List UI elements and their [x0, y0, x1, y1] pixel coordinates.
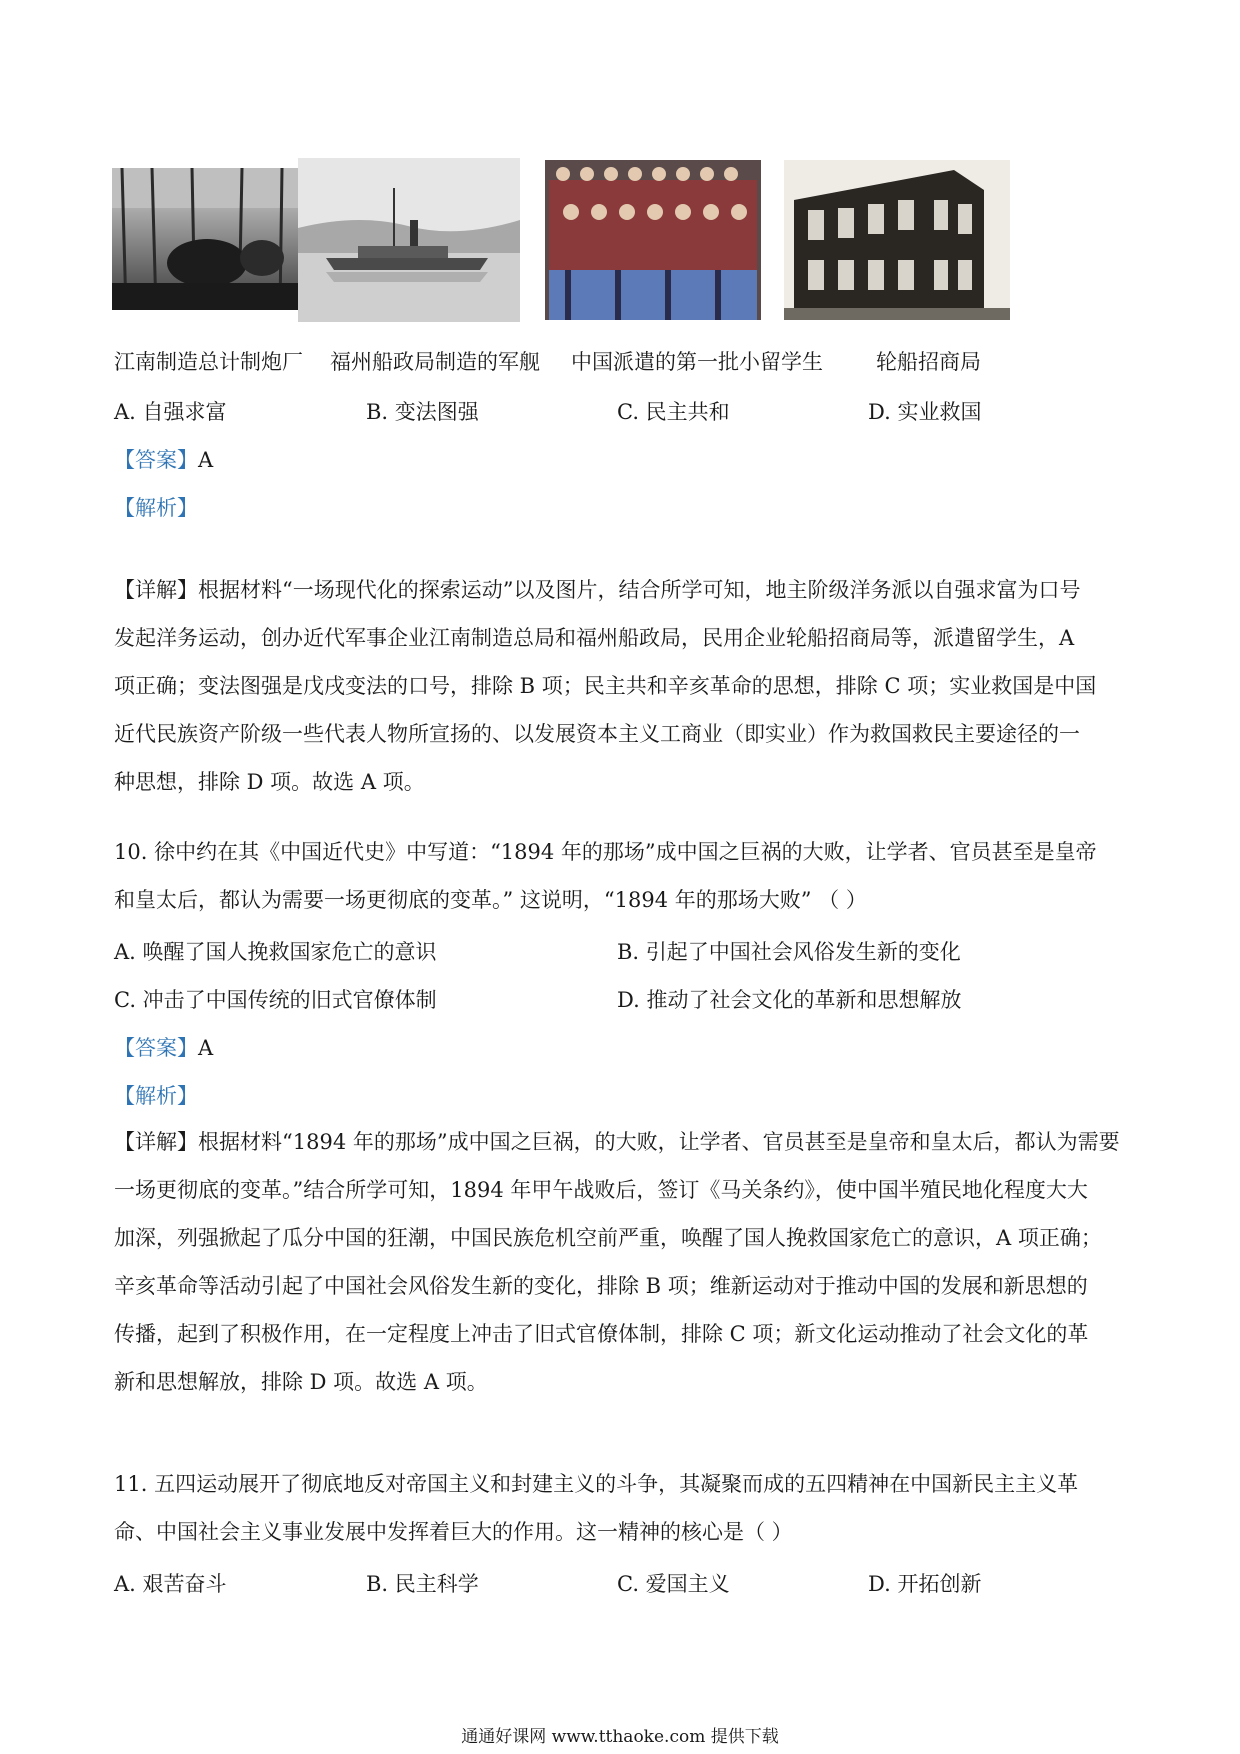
q11-option-a: A. 艰苦奋斗 [114, 1572, 227, 1596]
q9-option-d: D. 实业救国 [868, 400, 982, 424]
detail-line: 新和思想解放，排除 D 项。故选 A 项。 [114, 1370, 488, 1394]
q11-option-c: C. 爱国主义 [617, 1572, 730, 1596]
figure-caption: 中国派遣的第一批小留学生 [571, 350, 823, 374]
q9-analysis-tag: 【解析】 [114, 496, 198, 520]
detail-tag: 【详解】 [114, 578, 198, 602]
detail-line: 项正确；变法图强是戊戌变法的口号，排除 B 项；民主共和辛亥革命的思想，排除 C 项；实业救国是中国 [114, 674, 1097, 698]
detail-line: 发起洋务运动，创办近代军事企业江南制造总局和福州船政局，民用企业轮船招商局等，派遣留学生，A [114, 626, 1075, 650]
q9-detail [114, 566, 1126, 806]
warship-photo [298, 158, 520, 322]
q10-stem [114, 828, 1126, 924]
q10-option-c: C. 冲击了中国传统的旧式官僚体制 [114, 988, 437, 1012]
q9-option-a: A. 自强求富 [114, 400, 227, 424]
detail-line: 近代民族资产阶级一些代表人物所宣扬的、以发展资本主义工商业（即实业）作为救国救民主要途径的一 [114, 722, 1080, 746]
q10-option-b: B. 引起了中国社会风俗发生新的变化 [617, 940, 961, 964]
q11-stem [114, 1460, 1126, 1556]
stem-line: 11. 五四运动展开了彻底地反对帝国主义和封建主义的斗争，其凝聚而成的五四精神在中国新民主主义革 [114, 1472, 1079, 1496]
answer-value: A [198, 448, 214, 472]
detail-line: 传播，起到了积极作用，在一定程度上冲击了旧式官僚体制，排除 C 项；新文化运动推动了社会文化的革 [114, 1322, 1089, 1346]
detail-line: 加深，列强掀起了瓜分中国的狂潮，中国民族危机空前严重，唤醒了国人挽救国家危亡的意识，A 项正确； [114, 1226, 1102, 1250]
factory-cannon-photo [112, 168, 298, 310]
figure-caption: 轮船招商局 [876, 350, 981, 374]
detail-line: 一场更彻底的变革。”结合所学可知，1894 年甲午战败后，签订《马关条约》，使中国半殖民地化程度大大 [114, 1178, 1088, 1202]
detail-line: 种思想，排除 D 项。故选 A 项。 [114, 770, 425, 794]
q11-option-b: B. 民主科学 [366, 1572, 479, 1596]
q10-answer [114, 1032, 213, 1062]
answer-value: A [198, 1036, 214, 1060]
stem-line: 命、中国社会主义事业发展中发挥着巨大的作用。这一精神的核心是（ ） [114, 1520, 793, 1544]
q11-option-d: D. 开拓创新 [868, 1572, 982, 1596]
q10-option-d: D. 推动了社会文化的革新和思想解放 [617, 988, 962, 1012]
q9-answer [114, 444, 213, 474]
detail-line: 辛亥革命等活动引起了中国社会风俗发生新的变化，排除 B 项；维新运动对于推动中国的发展和新思想的 [114, 1274, 1088, 1298]
answer-tag: 【答案】 [114, 448, 198, 472]
answer-tag: 【答案】 [114, 1036, 198, 1060]
q10-analysis-tag: 【解析】 [114, 1084, 198, 1108]
q9-option-c: C. 民主共和 [617, 400, 730, 424]
detail-tag: 【详解】 [114, 1130, 198, 1154]
detail-line: 根据材料“一场现代化的探索运动”以及图片，结合所学可知，地主阶级洋务派以自强求富为口号 [198, 578, 1081, 602]
detail-line: 根据材料“1894 年的那场”成中国之巨祸，的大败，让学者、官员甚至是皇帝和皇太后，都认为需要 [198, 1130, 1120, 1154]
students-photo [545, 160, 761, 320]
q10-option-a: A. 唤醒了国人挽救国家危亡的意识 [114, 940, 437, 964]
stem-line: 和皇太后，都认为需要一场更彻底的变革。” 这说明，“1894 年的那场大败” （ ） [114, 888, 867, 912]
q9-option-b: B. 变法图强 [366, 400, 479, 424]
figure-caption: 福州船政局制造的军舰 [330, 350, 540, 374]
figure-caption: 江南制造总计制炮厂 [114, 350, 303, 374]
q10-detail [114, 1118, 1126, 1406]
stem-line: 10. 徐中约在其《中国近代史》中写道：“1894 年的那场”成中国之巨祸的大败，让学者、官员甚至是皇帝 [114, 840, 1097, 864]
building-photo [784, 160, 1010, 320]
page-footer: 通通好课网 www.tthaoke.com 提供下载 [461, 1727, 779, 1747]
